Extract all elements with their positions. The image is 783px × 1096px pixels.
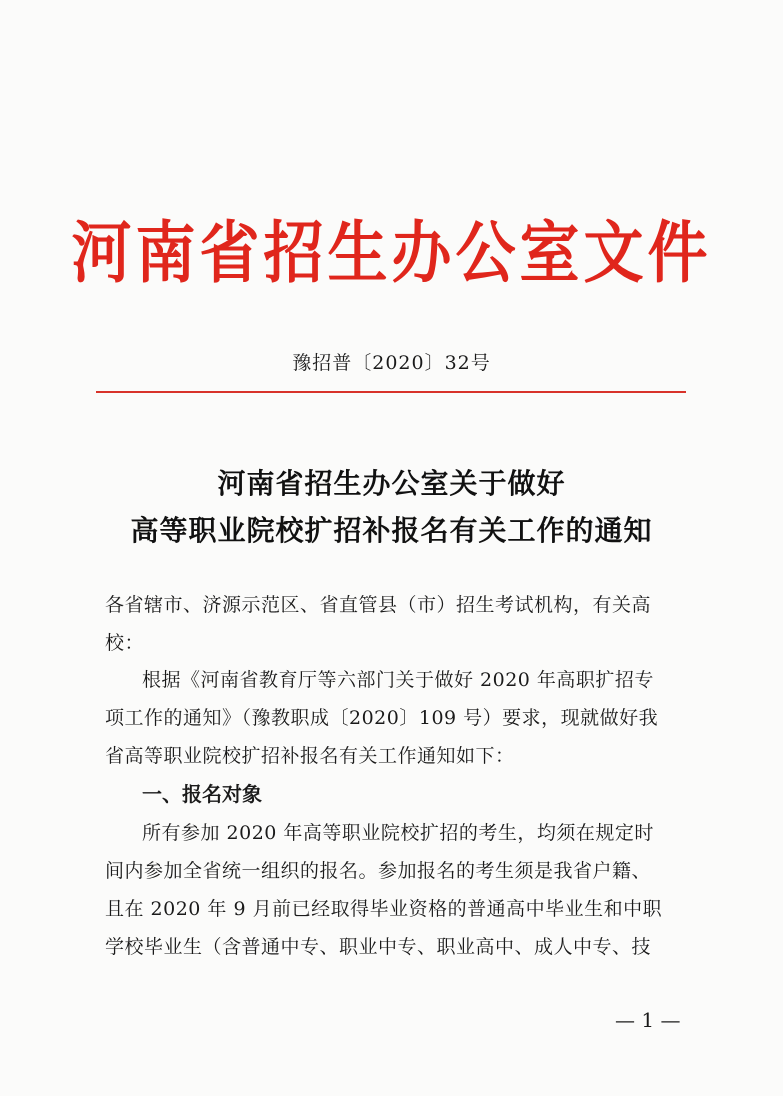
recipients-line-1: 各省辖市、济源示范区、省直管县（市）招生考试机构，有关高 xyxy=(105,594,652,616)
intro-line-1: 根据《河南省教育厅等六部门关于做好 2020 年高职扩招专 xyxy=(142,669,654,691)
section1-line-4: 学校毕业生（含普通中专、职业中专、职业高中、成人中专、技 xyxy=(105,936,652,958)
intro-line-2: 项工作的通知》（豫教职成〔2020〕109 号）要求，现就做好我 xyxy=(105,707,659,729)
document-masthead: 河南省招生办公室文件 xyxy=(71,214,712,293)
notice-title-line-1: 河南省招生办公室关于做好 xyxy=(217,467,566,500)
page-number: — 1 — xyxy=(615,1008,681,1032)
intro-line-3: 省高等职业院校扩招补报名有关工作通知如下： xyxy=(105,745,515,767)
section1-line-1: 所有参加 2020 年高等职业院校扩招的考生，均须在规定时 xyxy=(142,822,654,844)
notice-title-line-2: 高等职业院校扩招补报名有关工作的通知 xyxy=(130,514,653,547)
section1-line-3: 且在 2020 年 9 月前已经取得毕业资格的普通高中毕业生和中职 xyxy=(105,898,663,920)
document-number: 豫招普〔2020〕32号 xyxy=(292,352,491,374)
red-divider-line xyxy=(96,391,686,393)
section1-line-2: 间内参加全省统一组织的报名。参加报名的考生须是我省户籍、 xyxy=(105,860,652,882)
section-heading-eligibility: 一、报名对象 xyxy=(142,782,262,806)
recipients-line-2: 校： xyxy=(105,632,145,654)
